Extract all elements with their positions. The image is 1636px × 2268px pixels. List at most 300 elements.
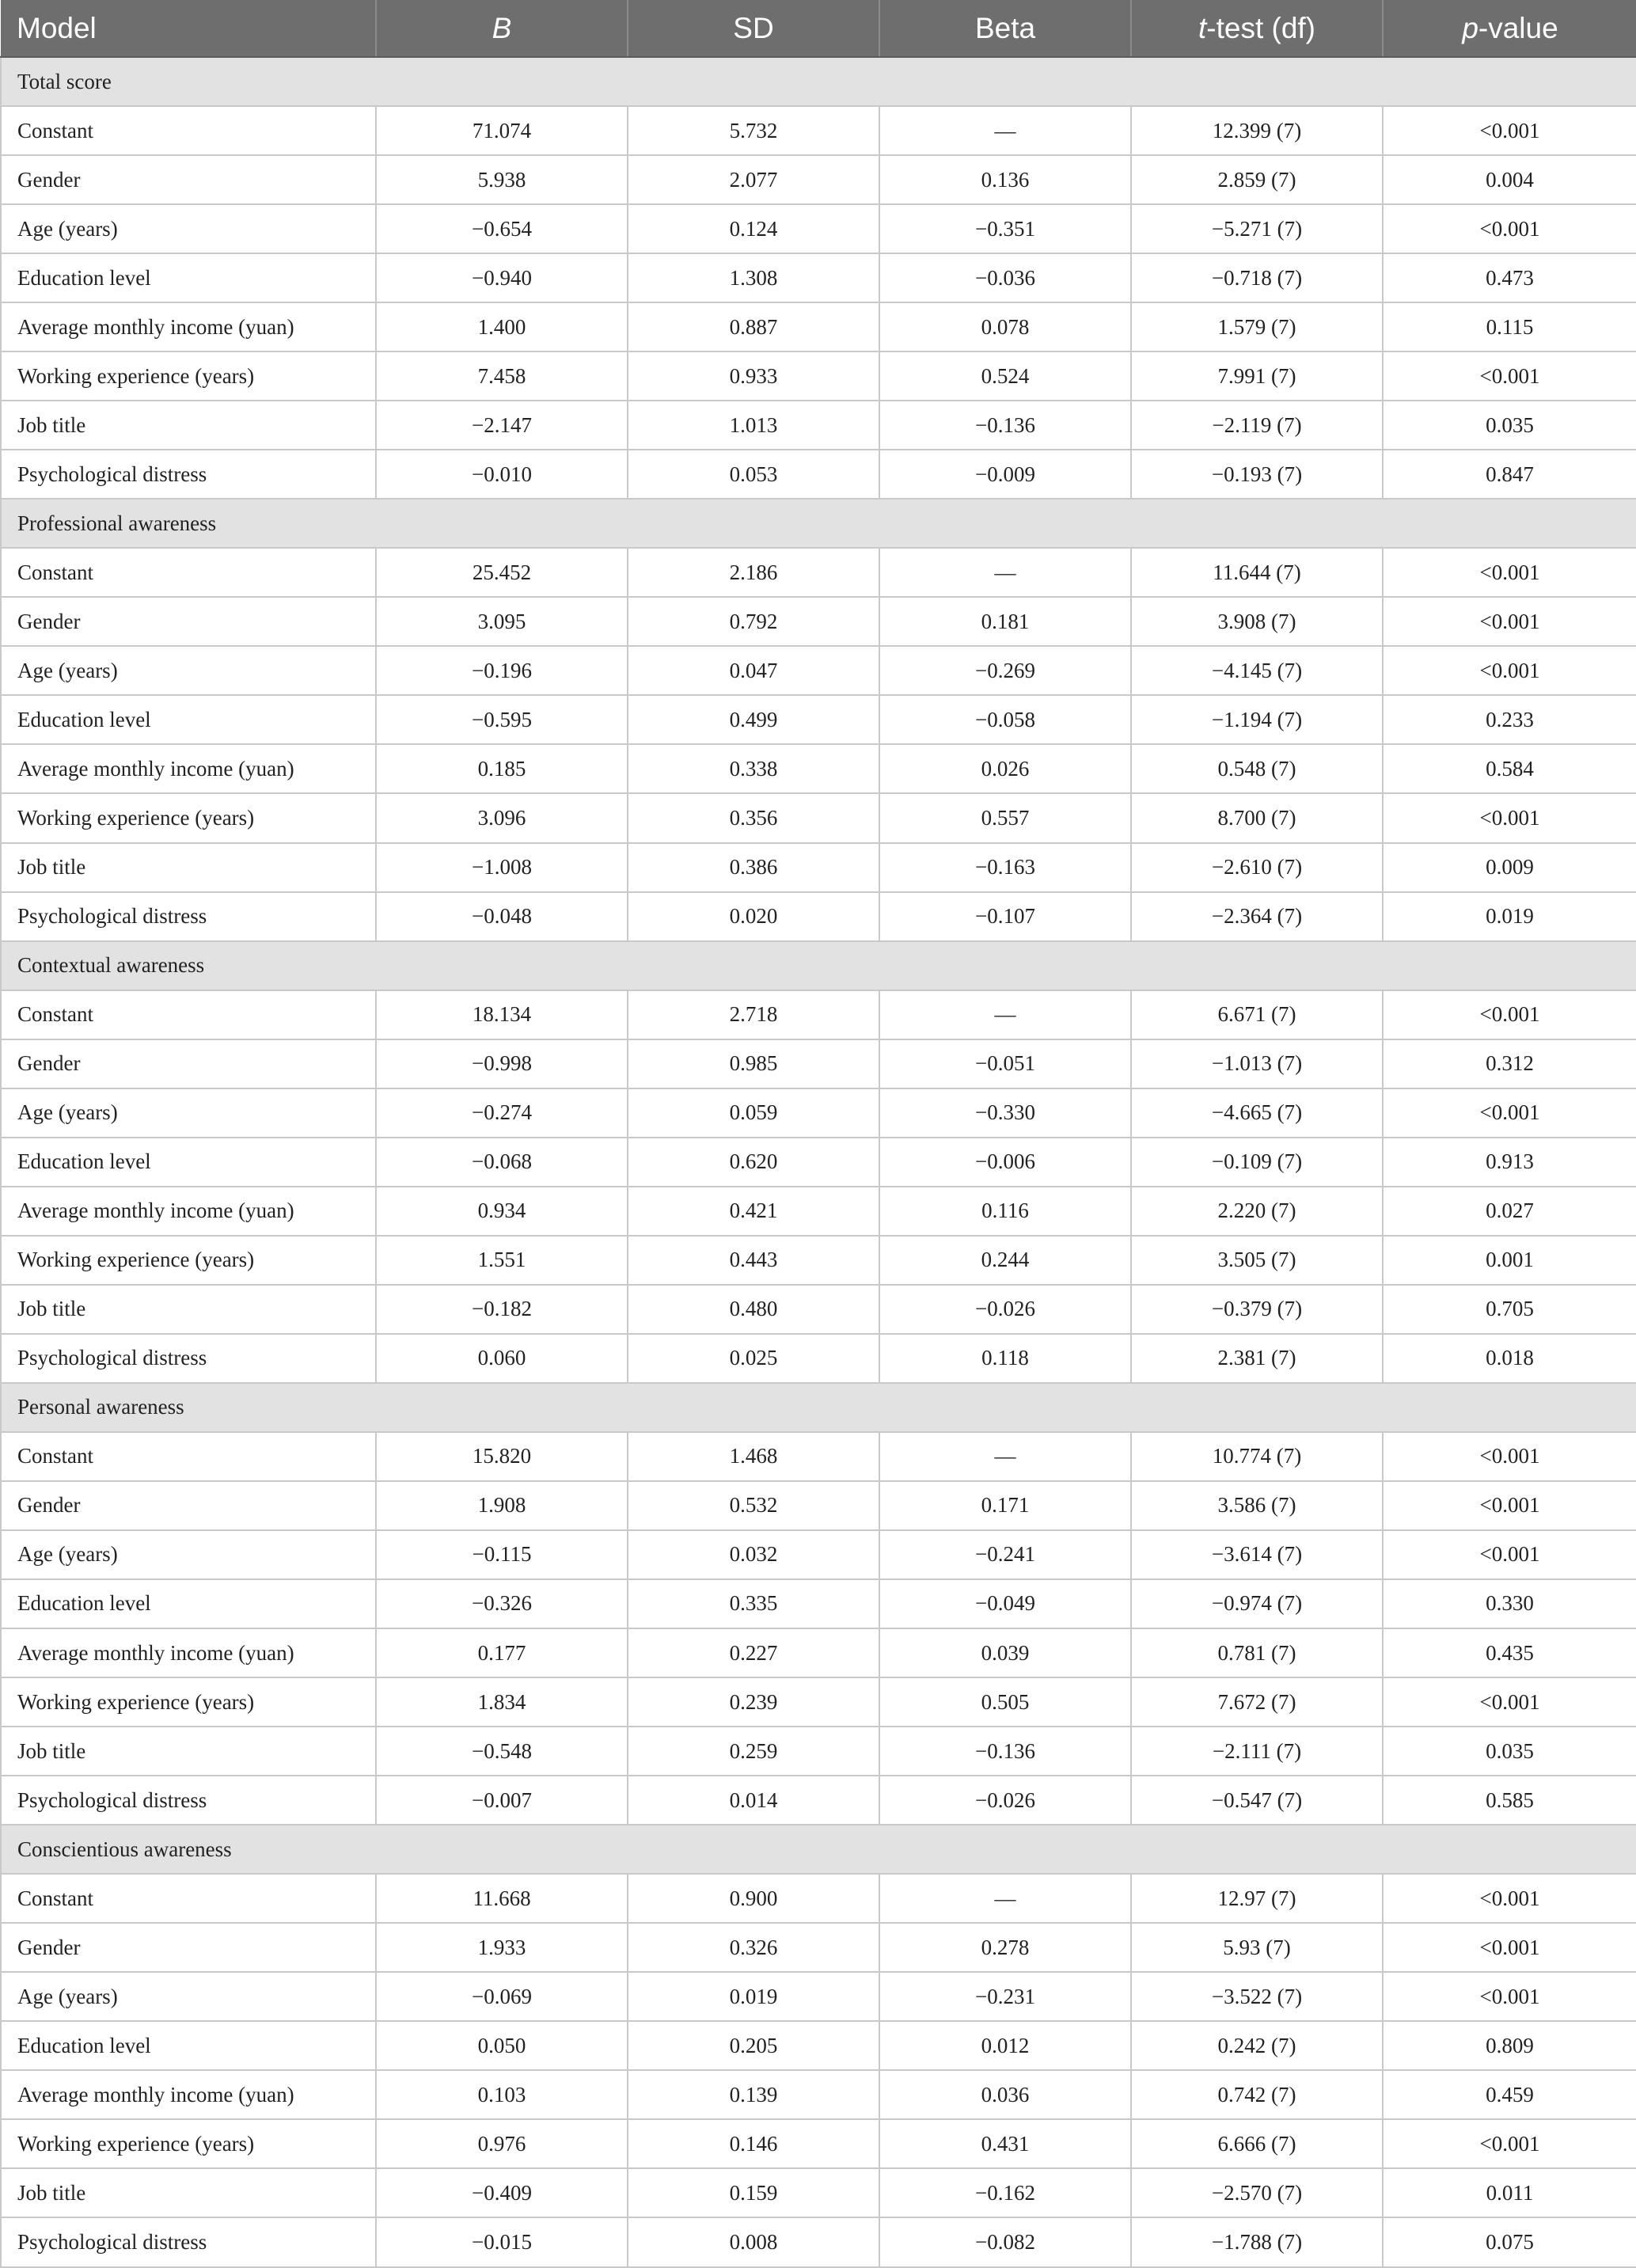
cell-t-test: −0.109 (7): [1131, 1138, 1383, 1187]
cell-p-value: <0.001: [1383, 2119, 1636, 2168]
cell-sd: 0.985: [628, 1039, 879, 1088]
table-row: [1, 695, 1636, 744]
table-row: [1, 450, 1636, 499]
cell-beta: −0.231: [879, 1972, 1131, 2021]
cell-t-test: −5.271 (7): [1131, 204, 1383, 253]
cell-b: −0.998: [376, 1039, 628, 1088]
cell-variable: Psychological distress: [1, 1776, 376, 1825]
cell-sd: 0.335: [628, 1579, 879, 1628]
cell-t-test: 0.781 (7): [1131, 1628, 1383, 1677]
cell-p-value: <0.001: [1383, 597, 1636, 646]
table-row: [1, 2168, 1636, 2217]
table-row: [1, 1481, 1636, 1530]
table-row: [1, 253, 1636, 302]
table-row: [1, 1727, 1636, 1776]
cell-b: 7.458: [376, 351, 628, 401]
cell-sd: 1.308: [628, 253, 879, 302]
cell-t-test: 7.991 (7): [1131, 351, 1383, 401]
table-row: [1, 1874, 1636, 1923]
header-b-label: B: [492, 11, 512, 44]
cell-p-value: <0.001: [1383, 1677, 1636, 1727]
cell-beta: −0.330: [879, 1088, 1131, 1138]
cell-variable: Average monthly income (yuan): [1, 2070, 376, 2119]
cell-t-test: −2.364 (7): [1131, 892, 1383, 941]
cell-p-value: 0.312: [1383, 1039, 1636, 1088]
cell-t-test: 12.97 (7): [1131, 1874, 1383, 1923]
cell-variable: Job title: [1, 843, 376, 892]
cell-variable: Average monthly income (yuan): [1, 744, 376, 793]
cell-b: 15.820: [376, 1432, 628, 1481]
header-sd: SD: [628, 0, 879, 57]
cell-b: 0.934: [376, 1187, 628, 1236]
cell-beta: −0.049: [879, 1579, 1131, 1628]
cell-b: 1.834: [376, 1677, 628, 1727]
section-title: Professional awareness: [1, 499, 1636, 548]
cell-variable: Psychological distress: [1, 892, 376, 941]
cell-t-test: −2.570 (7): [1131, 2168, 1383, 2217]
cell-sd: 0.421: [628, 1187, 879, 1236]
cell-p-value: <0.001: [1383, 351, 1636, 401]
cell-sd: 0.480: [628, 1285, 879, 1334]
cell-p-value: 0.004: [1383, 155, 1636, 204]
cell-t-test: −1.194 (7): [1131, 695, 1383, 744]
cell-b: 1.908: [376, 1481, 628, 1530]
cell-beta: −0.006: [879, 1138, 1131, 1187]
cell-t-test: −1.788 (7): [1131, 2217, 1383, 2267]
table-row: [1, 548, 1636, 597]
cell-b: 0.050: [376, 2021, 628, 2070]
cell-t-test: −2.610 (7): [1131, 843, 1383, 892]
cell-b: 71.074: [376, 106, 628, 155]
cell-variable: Working experience (years): [1, 2119, 376, 2168]
cell-p-value: <0.001: [1383, 1432, 1636, 1481]
cell-beta: −0.269: [879, 646, 1131, 695]
cell-p-value: <0.001: [1383, 646, 1636, 695]
cell-beta: −0.082: [879, 2217, 1131, 2267]
table-row: [1, 597, 1636, 646]
cell-sd: 0.356: [628, 793, 879, 842]
cell-sd: 0.532: [628, 1481, 879, 1530]
cell-variable: Job title: [1, 401, 376, 450]
table-row: [1, 1432, 1636, 1481]
cell-variable: Age (years): [1, 1530, 376, 1579]
cell-b: 0.976: [376, 2119, 628, 2168]
cell-variable: Education level: [1, 1579, 376, 1628]
cell-beta: 0.136: [879, 155, 1131, 204]
cell-t-test: 11.644 (7): [1131, 548, 1383, 597]
cell-b: 0.060: [376, 1334, 628, 1383]
section-header-row: [1, 57, 1636, 106]
table-row: [1, 646, 1636, 695]
cell-sd: 2.077: [628, 155, 879, 204]
cell-beta: 0.012: [879, 2021, 1131, 2070]
table-row: [1, 106, 1636, 155]
cell-beta: —: [879, 1874, 1131, 1923]
cell-beta: 0.557: [879, 793, 1131, 842]
cell-t-test: −2.119 (7): [1131, 401, 1383, 450]
cell-b: −0.654: [376, 204, 628, 253]
cell-beta: 0.039: [879, 1628, 1131, 1677]
cell-p-value: 0.009: [1383, 843, 1636, 892]
header-b: [376, 0, 628, 57]
cell-variable: Gender: [1, 1039, 376, 1088]
header-p-rest: -value: [1478, 11, 1558, 44]
cell-variable: Gender: [1, 1923, 376, 1972]
header-t-italic: t: [1198, 11, 1207, 44]
cell-variable: Average monthly income (yuan): [1, 1187, 376, 1236]
header-beta: Beta: [879, 0, 1131, 57]
cell-sd: 0.146: [628, 2119, 879, 2168]
cell-t-test: 2.220 (7): [1131, 1187, 1383, 1236]
cell-variable: Average monthly income (yuan): [1, 302, 376, 351]
cell-beta: —: [879, 990, 1131, 1039]
table-row: [1, 351, 1636, 401]
cell-sd: 1.013: [628, 401, 879, 450]
table-row: [1, 2119, 1636, 2168]
cell-beta: 0.116: [879, 1187, 1131, 1236]
cell-b: −0.548: [376, 1727, 628, 1776]
cell-b: −0.182: [376, 1285, 628, 1334]
table-body: [1, 57, 1636, 2267]
cell-beta: 0.431: [879, 2119, 1131, 2168]
cell-t-test: −2.111 (7): [1131, 1727, 1383, 1776]
cell-beta: 0.118: [879, 1334, 1131, 1383]
cell-variable: Psychological distress: [1, 450, 376, 499]
cell-beta: 0.036: [879, 2070, 1131, 2119]
cell-sd: 0.205: [628, 2021, 879, 2070]
cell-b: −0.940: [376, 253, 628, 302]
cell-sd: 1.468: [628, 1432, 879, 1481]
cell-sd: 0.020: [628, 892, 879, 941]
cell-sd: 0.620: [628, 1138, 879, 1187]
cell-sd: 0.047: [628, 646, 879, 695]
cell-sd: 0.792: [628, 597, 879, 646]
cell-p-value: 0.435: [1383, 1628, 1636, 1677]
cell-sd: 0.159: [628, 2168, 879, 2217]
cell-p-value: 0.027: [1383, 1187, 1636, 1236]
cell-p-value: <0.001: [1383, 204, 1636, 253]
cell-variable: Working experience (years): [1, 1677, 376, 1727]
table-row: [1, 1187, 1636, 1236]
cell-variable: Age (years): [1, 1088, 376, 1138]
cell-p-value: <0.001: [1383, 1923, 1636, 1972]
cell-sd: 0.386: [628, 843, 879, 892]
cell-beta: 0.505: [879, 1677, 1131, 1727]
cell-sd: 0.124: [628, 204, 879, 253]
table-row: [1, 1677, 1636, 1727]
cell-variable: Education level: [1, 695, 376, 744]
cell-b: −0.068: [376, 1138, 628, 1187]
cell-t-test: 12.399 (7): [1131, 106, 1383, 155]
cell-sd: 0.259: [628, 1727, 879, 1776]
cell-b: −0.326: [376, 1579, 628, 1628]
cell-p-value: <0.001: [1383, 1530, 1636, 1579]
cell-variable: Constant: [1, 106, 376, 155]
table-row: [1, 401, 1636, 450]
cell-sd: 0.900: [628, 1874, 879, 1923]
cell-p-value: 0.035: [1383, 401, 1636, 450]
table-row: [1, 2070, 1636, 2119]
table-row: [1, 1236, 1636, 1285]
cell-t-test: −0.974 (7): [1131, 1579, 1383, 1628]
cell-beta: −0.241: [879, 1530, 1131, 1579]
cell-p-value: 0.584: [1383, 744, 1636, 793]
section-header-row: [1, 941, 1636, 990]
cell-b: 1.933: [376, 1923, 628, 1972]
cell-b: −0.409: [376, 2168, 628, 2217]
cell-sd: 0.032: [628, 1530, 879, 1579]
cell-b: 1.400: [376, 302, 628, 351]
table-row: [1, 1138, 1636, 1187]
cell-sd: 0.053: [628, 450, 879, 499]
cell-b: 3.096: [376, 793, 628, 842]
table-row: [1, 2021, 1636, 2070]
cell-beta: −0.058: [879, 695, 1131, 744]
cell-beta: —: [879, 1432, 1131, 1481]
cell-t-test: 2.859 (7): [1131, 155, 1383, 204]
cell-b: −0.069: [376, 1972, 628, 2021]
cell-t-test: 5.93 (7): [1131, 1923, 1383, 1972]
table-row: [1, 744, 1636, 793]
cell-p-value: 0.001: [1383, 1236, 1636, 1285]
cell-sd: 0.014: [628, 1776, 879, 1825]
cell-p-value: 0.019: [1383, 892, 1636, 941]
cell-b: −0.115: [376, 1530, 628, 1579]
cell-sd: 0.227: [628, 1628, 879, 1677]
cell-b: 25.452: [376, 548, 628, 597]
cell-p-value: <0.001: [1383, 548, 1636, 597]
cell-b: −0.595: [376, 695, 628, 744]
cell-sd: 0.139: [628, 2070, 879, 2119]
section-title: Conscientious awareness: [1, 1825, 1636, 1874]
cell-t-test: −1.013 (7): [1131, 1039, 1383, 1088]
cell-sd: 0.019: [628, 1972, 879, 2021]
cell-sd: 0.443: [628, 1236, 879, 1285]
cell-t-test: 2.381 (7): [1131, 1334, 1383, 1383]
table-row: [1, 1628, 1636, 1677]
cell-b: 0.103: [376, 2070, 628, 2119]
cell-variable: Constant: [1, 1874, 376, 1923]
cell-beta: —: [879, 106, 1131, 155]
header-p-italic: p: [1462, 11, 1478, 44]
header-row: [1, 0, 1636, 57]
cell-t-test: −4.145 (7): [1131, 646, 1383, 695]
table-row: [1, 2217, 1636, 2267]
cell-t-test: −0.718 (7): [1131, 253, 1383, 302]
cell-p-value: <0.001: [1383, 990, 1636, 1039]
cell-variable: Working experience (years): [1, 793, 376, 842]
section-header-row: [1, 1383, 1636, 1432]
cell-beta: −0.136: [879, 401, 1131, 450]
table-row: [1, 1972, 1636, 2021]
cell-p-value: 0.011: [1383, 2168, 1636, 2217]
cell-variable: Working experience (years): [1, 351, 376, 401]
cell-p-value: <0.001: [1383, 1481, 1636, 1530]
cell-variable: Job title: [1, 2168, 376, 2217]
cell-beta: −0.026: [879, 1285, 1131, 1334]
cell-b: 3.095: [376, 597, 628, 646]
table-header: [1, 0, 1636, 57]
cell-beta: −0.036: [879, 253, 1131, 302]
header-model: Model: [1, 0, 376, 57]
cell-sd: 0.933: [628, 351, 879, 401]
cell-p-value: 0.585: [1383, 1776, 1636, 1825]
cell-b: 18.134: [376, 990, 628, 1039]
table-row: [1, 1039, 1636, 1088]
cell-sd: 5.732: [628, 106, 879, 155]
cell-t-test: 10.774 (7): [1131, 1432, 1383, 1481]
table-row: [1, 155, 1636, 204]
cell-b: −0.196: [376, 646, 628, 695]
cell-variable: Constant: [1, 1432, 376, 1481]
cell-p-value: <0.001: [1383, 1088, 1636, 1138]
header-t-rest: -test (df): [1206, 11, 1316, 44]
cell-b: 0.177: [376, 1628, 628, 1677]
cell-variable: Age (years): [1, 204, 376, 253]
table-row: [1, 990, 1636, 1039]
cell-p-value: 0.847: [1383, 450, 1636, 499]
cell-beta: 0.524: [879, 351, 1131, 401]
cell-t-test: −0.547 (7): [1131, 1776, 1383, 1825]
cell-beta: −0.136: [879, 1727, 1131, 1776]
table-row: [1, 892, 1636, 941]
cell-variable: Education level: [1, 1138, 376, 1187]
section-header-row: [1, 1825, 1636, 1874]
cell-variable: Working experience (years): [1, 1236, 376, 1285]
cell-t-test: −0.379 (7): [1131, 1285, 1383, 1334]
cell-t-test: 6.671 (7): [1131, 990, 1383, 1039]
cell-p-value: 0.705: [1383, 1285, 1636, 1334]
cell-variable: Education level: [1, 253, 376, 302]
table-row: [1, 1579, 1636, 1628]
cell-b: −0.007: [376, 1776, 628, 1825]
table-row: [1, 1334, 1636, 1383]
table-row: [1, 793, 1636, 842]
cell-sd: 0.326: [628, 1923, 879, 1972]
cell-p-value: <0.001: [1383, 793, 1636, 842]
cell-t-test: 0.242 (7): [1131, 2021, 1383, 2070]
cell-p-value: 0.075: [1383, 2217, 1636, 2267]
table-row: [1, 204, 1636, 253]
cell-beta: 0.078: [879, 302, 1131, 351]
cell-beta: 0.026: [879, 744, 1131, 793]
cell-p-value: 0.018: [1383, 1334, 1636, 1383]
table-row: [1, 843, 1636, 892]
cell-variable: Age (years): [1, 646, 376, 695]
cell-p-value: 0.913: [1383, 1138, 1636, 1187]
cell-variable: Average monthly income (yuan): [1, 1628, 376, 1677]
header-p-value: [1383, 0, 1636, 57]
table-row: [1, 1776, 1636, 1825]
cell-beta: −0.051: [879, 1039, 1131, 1088]
cell-p-value: 0.233: [1383, 695, 1636, 744]
cell-beta: −0.162: [879, 2168, 1131, 2217]
cell-t-test: 3.505 (7): [1131, 1236, 1383, 1285]
cell-variable: Constant: [1, 990, 376, 1039]
table-row: [1, 1923, 1636, 1972]
section-title: Total score: [1, 57, 1636, 106]
section-title: Contextual awareness: [1, 941, 1636, 990]
cell-p-value: 0.809: [1383, 2021, 1636, 2070]
cell-b: −0.048: [376, 892, 628, 941]
cell-t-test: −3.522 (7): [1131, 1972, 1383, 2021]
cell-sd: 0.025: [628, 1334, 879, 1383]
cell-p-value: <0.001: [1383, 1874, 1636, 1923]
cell-variable: Constant: [1, 548, 376, 597]
cell-b: −0.015: [376, 2217, 628, 2267]
cell-b: −2.147: [376, 401, 628, 450]
cell-beta: 0.181: [879, 597, 1131, 646]
cell-sd: 0.338: [628, 744, 879, 793]
cell-beta: −0.351: [879, 204, 1131, 253]
cell-t-test: 6.666 (7): [1131, 2119, 1383, 2168]
cell-b: 11.668: [376, 1874, 628, 1923]
table-row: [1, 1088, 1636, 1138]
cell-sd: 0.239: [628, 1677, 879, 1727]
cell-variable: Psychological distress: [1, 2217, 376, 2267]
cell-t-test: 3.908 (7): [1131, 597, 1383, 646]
cell-sd: 0.499: [628, 695, 879, 744]
cell-t-test: 3.586 (7): [1131, 1481, 1383, 1530]
cell-t-test: −4.665 (7): [1131, 1088, 1383, 1138]
cell-t-test: 8.700 (7): [1131, 793, 1383, 842]
cell-b: 1.551: [376, 1236, 628, 1285]
cell-b: −1.008: [376, 843, 628, 892]
table-row: [1, 302, 1636, 351]
section-title: Personal awareness: [1, 1383, 1636, 1432]
cell-sd: 0.059: [628, 1088, 879, 1138]
header-t-test: [1131, 0, 1383, 57]
cell-variable: Gender: [1, 155, 376, 204]
cell-p-value: 0.459: [1383, 2070, 1636, 2119]
cell-sd: 0.008: [628, 2217, 879, 2267]
cell-variable: Gender: [1, 1481, 376, 1530]
cell-beta: −0.026: [879, 1776, 1131, 1825]
cell-beta: 0.278: [879, 1923, 1131, 1972]
cell-t-test: −3.614 (7): [1131, 1530, 1383, 1579]
cell-b: 5.938: [376, 155, 628, 204]
table-row: [1, 1530, 1636, 1579]
cell-t-test: −0.193 (7): [1131, 450, 1383, 499]
cell-beta: 0.171: [879, 1481, 1131, 1530]
cell-beta: —: [879, 548, 1131, 597]
cell-p-value: 0.473: [1383, 253, 1636, 302]
cell-sd: 2.186: [628, 548, 879, 597]
cell-variable: Education level: [1, 2021, 376, 2070]
cell-t-test: 0.548 (7): [1131, 744, 1383, 793]
cell-beta: −0.163: [879, 843, 1131, 892]
cell-sd: 0.887: [628, 302, 879, 351]
section-header-row: [1, 499, 1636, 548]
cell-t-test: 0.742 (7): [1131, 2070, 1383, 2119]
cell-beta: −0.107: [879, 892, 1131, 941]
cell-p-value: <0.001: [1383, 106, 1636, 155]
cell-t-test: 1.579 (7): [1131, 302, 1383, 351]
cell-variable: Gender: [1, 597, 376, 646]
cell-sd: 2.718: [628, 990, 879, 1039]
cell-p-value: 0.330: [1383, 1579, 1636, 1628]
cell-beta: −0.009: [879, 450, 1131, 499]
cell-b: −0.010: [376, 450, 628, 499]
cell-p-value: 0.035: [1383, 1727, 1636, 1776]
cell-variable: Job title: [1, 1285, 376, 1334]
cell-variable: Job title: [1, 1727, 376, 1776]
cell-t-test: 7.672 (7): [1131, 1677, 1383, 1727]
cell-variable: Psychological distress: [1, 1334, 376, 1383]
cell-b: 0.185: [376, 744, 628, 793]
cell-b: −0.274: [376, 1088, 628, 1138]
cell-variable: Age (years): [1, 1972, 376, 2021]
